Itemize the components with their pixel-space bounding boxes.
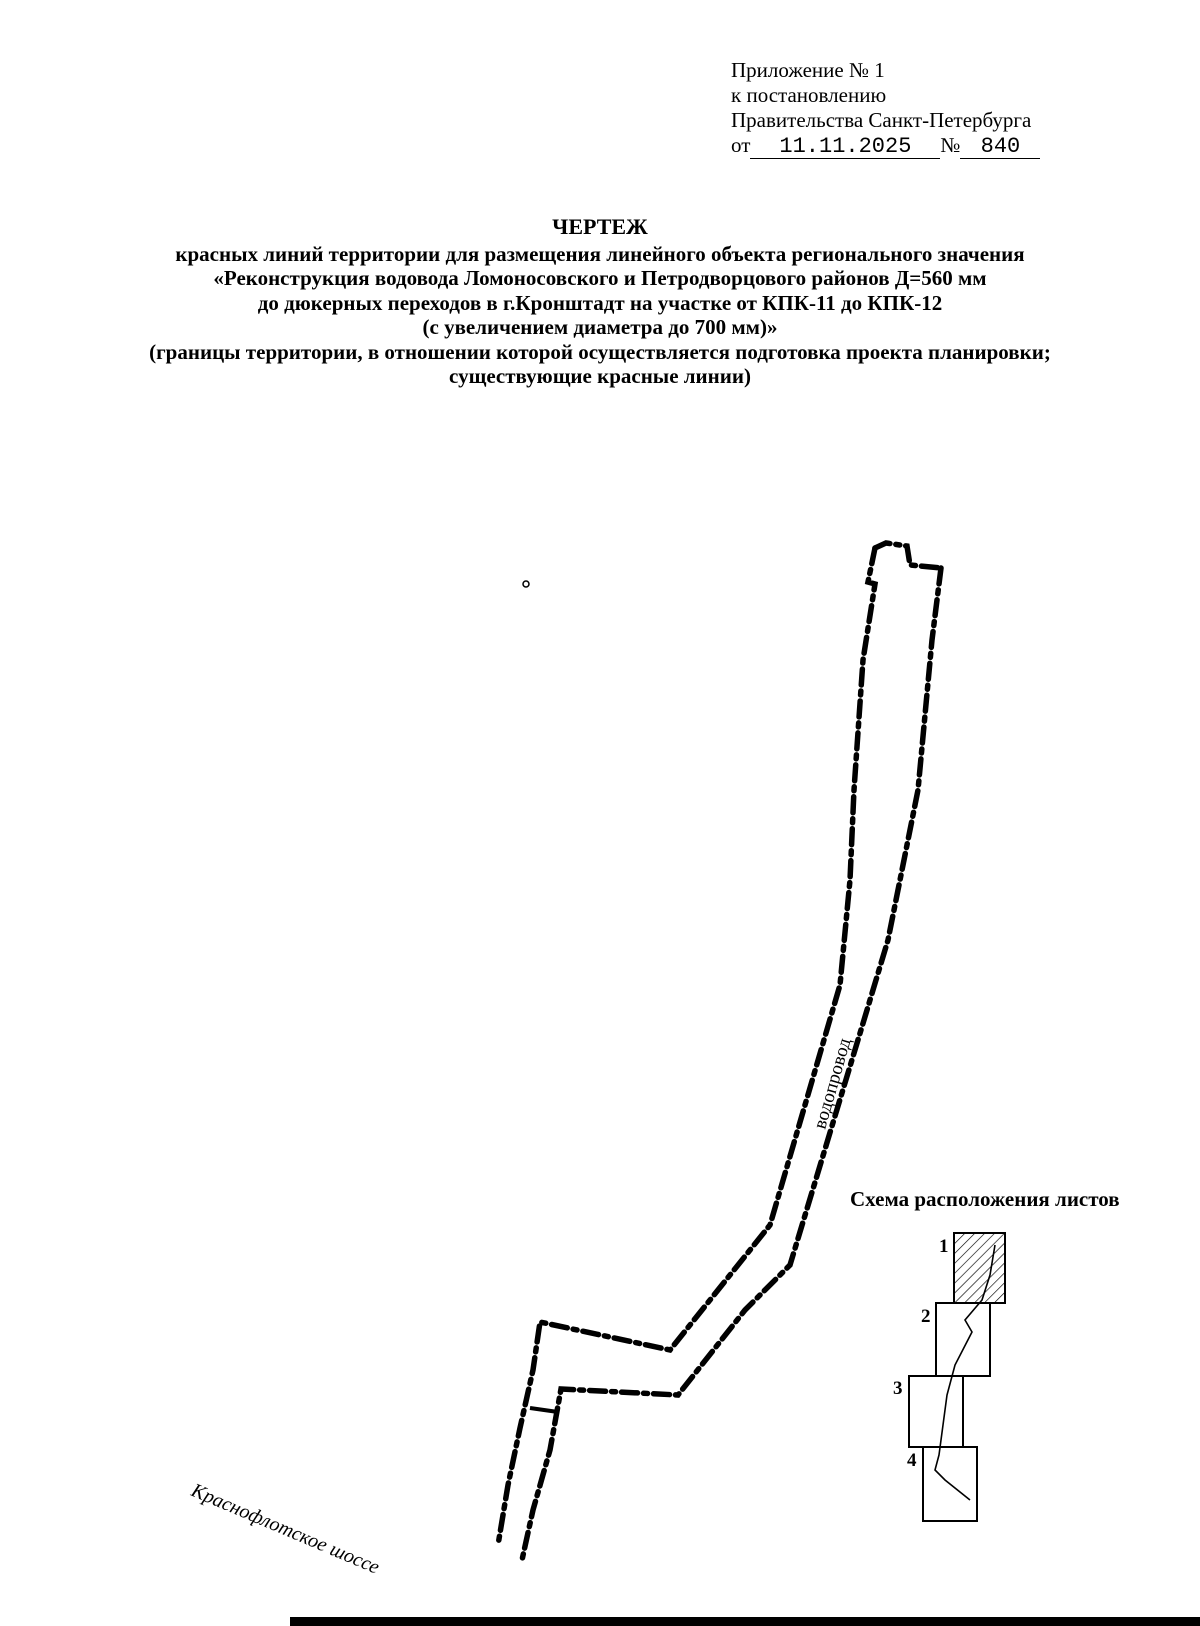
boundary-cross-segment: [530, 1408, 558, 1412]
number-label: №: [940, 133, 961, 157]
title-line-1: красных линий территории для размещения линейного объекта регионального значения: [175, 241, 1025, 266]
title-line-6: существующие красные линии): [449, 364, 751, 388]
title-heading: ЧЕРТЕЖ: [552, 214, 648, 239]
sheet-1-box: [954, 1233, 1005, 1303]
appendix-line-3: Правительства Санкт-Петербурга: [731, 108, 1032, 132]
pipeline-label: водопровод: [809, 1035, 856, 1132]
sheet-2-number: 2: [921, 1306, 931, 1327]
title-line-4: (с увеличением диаметра до 700 мм)»: [422, 315, 778, 339]
sheet-1-number: 1: [939, 1236, 949, 1257]
sheet-scheme-title: Схема расположения листов: [850, 1187, 1120, 1211]
boundary-top-end: [875, 543, 941, 568]
resolution-number: 840: [960, 136, 1040, 159]
survey-point: [523, 581, 529, 587]
title-line-3: до дюкерных переходов в г.Кронштадт на участке от КПК-11 до КПК-12: [257, 290, 943, 315]
sheet-4-number: 4: [907, 1450, 917, 1471]
appendix-line-2: к постановлению: [731, 83, 887, 107]
sheet-3-number: 3: [893, 1378, 903, 1399]
title-line-5: (границы территории, в отношении которой осуществляется подготовка проекта планировки;: [149, 339, 1051, 364]
sheet-2-box: [936, 1303, 990, 1376]
boundary-line-right: [522, 568, 941, 1560]
sheet-layout-scheme: [850, 1187, 1120, 1521]
page-bottom-rule: [290, 1617, 1200, 1626]
road-label: Краснофлотское шоссе: [188, 1479, 383, 1579]
from-label: от: [731, 133, 751, 157]
title-line-2: «Реконструкция водовода Ломоносовского и Петродворцового районов Д=560 мм: [213, 266, 987, 290]
boundary-line-left: [498, 548, 875, 1545]
sheet-3-box: [909, 1376, 963, 1447]
resolution-date: 11.11.2025: [750, 136, 940, 159]
appendix-line-1: Приложение № 1: [731, 58, 885, 82]
